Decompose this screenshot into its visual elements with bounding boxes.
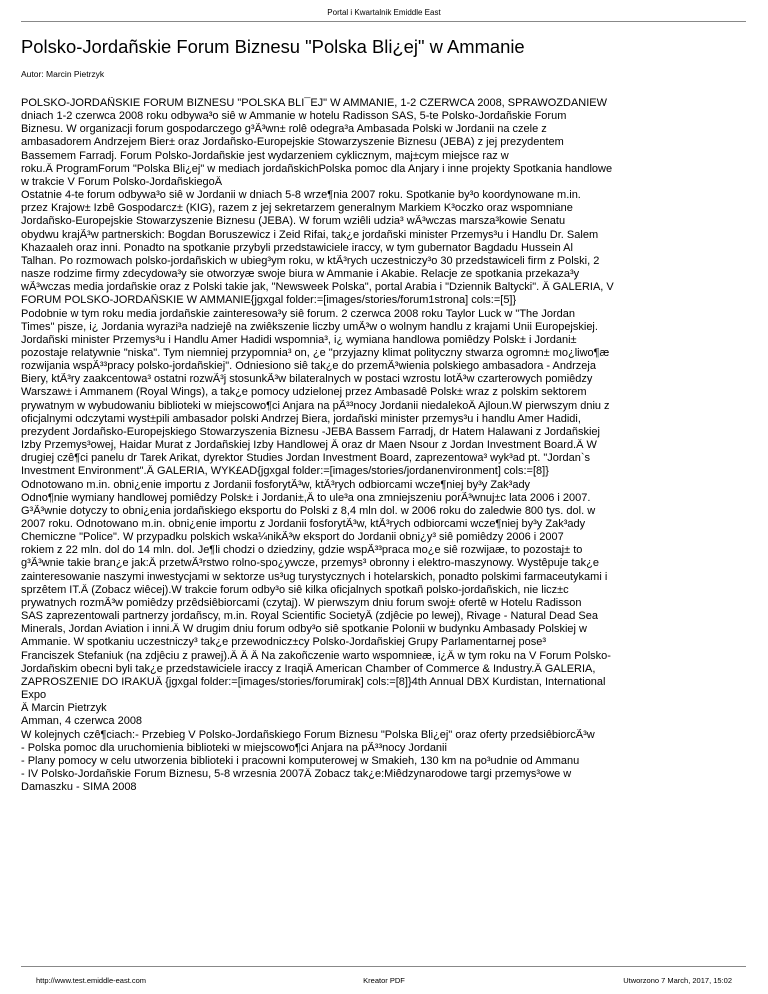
article-text-line: Bassemem Farradj. Forum Polsko-Jordañskie jest wydarzeniem cyklicznym, maj±cym miejsce raz w [21, 149, 509, 162]
article-text-line: Damaszku - SIMA 2008 [21, 781, 137, 794]
article-text-line: Ostatnie 4-te forum odbywa³o siê w Jordanii w dniach 5-8 wrze¶nia 2007 roku. Spotkanie by³o koordynowane m.in. [21, 189, 581, 202]
article-text-line: - IV Polsko-Jordañskie Forum Biznesu, 5-8 wrzesnia 2007Â Zobacz tak¿e:Miêdzynarodowe targi przemys³owe w [21, 767, 572, 780]
article-text-line: Jordañsko-Europejskie Stowarzyszenie Biznesu (JEBA). W forum wziêli udzia³ wÃ³wczas marsza³kowie Senatu [21, 215, 566, 228]
article-text-line: Khazaaleh oraz inni. Ponadto na spotkanie przybyli przedstawiciele iraccy, w tym gubernator Bagdadu Hussein Al [21, 241, 573, 254]
article-text-line: W kolejnych czê¶ciach:- Przebieg V Polsko-Jordañskiego Forum Biznesu "Polska Bli¿ej" oraz oferty przedsiêbiorcÃ³w [21, 728, 595, 741]
article-text-line: nasze rodzime firmy zdecydowa³y sie otworzyæ swoje biura w Ammanie i Akabie. Relacje ze spotkania przekaza³y [21, 268, 580, 281]
article-text-line: Chemiczne "Police". W przypadku polskich wska¼nikÃ³w eksport do Jordanii obni¿y³ siê pomiêdzy 2006 i 2007 [21, 531, 564, 544]
article-text-line: 2007 roku. Odnotowano m.in. obni¿enie importu z Jordanii fosforytÃ³w, ktÃ³rych odbiorcami wcze¶niej by³y Zak³ady [21, 518, 586, 530]
article-text-line: SAS zaprezentowali partnerzy jordañscy, m.in. Royal Scientific SocietyÂ (zdjêcie po lewej), Rivage - Natural Dead Sea [21, 610, 598, 623]
article-text-line: w trakcie V Forum Polsko-JordañskiegoÂ [21, 175, 223, 188]
article-text-line: roku.Â ProgramForum "Polska Bli¿ej" w mediach jordañskichPolska pomoc dla Anjary i inne projekty Spotkania handlowe [21, 162, 613, 175]
article-text-line: Jordañskim obecni byli tak¿e przedstawiciele iraccy z IraqiÂ American Chamber of Commerce & Industry.Â GALERIA, [21, 662, 596, 675]
article-text-line: sprzêtem IT.Â (Zobacz wiêcej).W trakcie forum odby³o siê kilka oficjalnych spotkañ polsko-jordañskich, nie licz±c [21, 583, 569, 596]
article-text-line: Expo [21, 689, 47, 702]
article-text-line: G³Ã³wnie dotyczy to obni¿enia jordañskiego eksportu do Polski z 8,4 mln dol. w 2006 roku do zaledwie 800 tys. dol. w [21, 504, 596, 517]
article-text-line: prywatnym w wybudowaniu biblioteki w miejscowo¶ci Anjara na pÃ³³nocy Jordanii niedalekoÂ Ajloun.W pierwszym dniu z [21, 399, 610, 412]
footer-url: http://www.test.emiddle-east.com [36, 976, 147, 985]
article-title: Polsko-Jordañskie Forum Biznesu "Polska Bli¿ej" w Ammanie [21, 36, 525, 57]
article-text-line: - Plany pomocy w celu utworzenia biblioteki i pracowni komputerowej w Smakieh, 130 km na po³udnie od Ammanu [21, 754, 580, 767]
article-text-line: - Polska pomoc dla uruchomienia biblioteki w miejscowo¶ci Anjara na pÃ³³nocy Jordanii [21, 741, 447, 754]
article-text-line: ambasadorem Andrzejem Bier± oraz Jordañsko-Europejskie Stowarzyszenie Biznesu (JEBA) z jej prezydentem [21, 136, 564, 149]
article-text-line: oficjalnymi odczytami wyst±pili ambasador polski Andrzej Biera, jordañski minister przemys³u i handlu Amer Hadidi, [21, 412, 581, 425]
article-text-line: drugiej czê¶ci panelu dr Tarek Arikat, dyrektor Studies Jordan Investment Board, zaprezentowa³ wyk³ad pt. "Jordan`s [21, 452, 591, 465]
article-text-line: Franciszek Stefaniuk (na zdjêciu z prawej).Â Â Â Na zakoñczenie warto wspomnieæ, i¿Â w tym roku na V Forum Polsko- [21, 649, 611, 662]
footer-divider [21, 966, 746, 967]
footer-created-date: Utworzono 7 March, 2017, 15:02 [623, 976, 732, 985]
article-text-line: Biznesu. W organizacji forum gospodarczego g³Ã³wn± rolê odegra³a Ambasada Polski w Jordanii na czele z [21, 123, 547, 136]
article-text-line: FORUM POLSKO-JORDAÑSKIE W AMMANIE{jgxgal folder:=[images/stories/forum1strona] cols:=[5]} [21, 294, 517, 307]
article-text-line: dniach 1-2 czerwca 2008 roku odbywa³o siê w Ammanie w hotelu Radisson SAS, 5-te Polsko-Jordañskie Forum [21, 110, 567, 123]
article-author: Autor: Marcin Pietrzyk [21, 69, 105, 79]
article-text-line: obydwu krajÃ³w partnerskich: Bogdan Boruszewicz i Zeid Rifai, tak¿e jordañski minister Przemys³u i Handlu Dr. Salem [21, 228, 599, 241]
article-text-line: Â Marcin Pietrzyk [21, 702, 107, 715]
article-text-line: Odnotowano m.in. obni¿enie importu z Jordanii fosforytÃ³w, ktÃ³rych odbiorcami wcze¶niej by³y Zak³ady [21, 478, 531, 491]
article-body [21, 97, 749, 794]
article-text-line: Times" pisze, i¿ Jordania wyrazi³a nadziejê na zwiêkszenie liczby umÃ³w o wolnym handlu z krajami Unii Europejskiej. [21, 320, 598, 333]
article-text-line: prezydent Jordañsko-Europejskiego Stowarzyszenia Biznesu -JEBA Bassem Farradj, dr Hatem Halawani z Jordañskiej [21, 425, 600, 438]
article-text-line: g³Ã³wnie takie bran¿e jak:Â przetwÃ³rstwo rolno-spo¿ywcze, przemys³ obronny i elektro-maszynowy. Wystêpuje tak¿e [21, 557, 600, 570]
article-text-line: prywatnych rozmÃ³w pomiêdzy przêdsiêbiorcami (czytaj). W pierwszym dniu forum swoj± ofertê w Hotelu Radisson [21, 596, 582, 609]
article-text-line: wÃ³wczas media jordañskie oraz z Polski takie jak, "Newsweek Polska", portal Arabia i "Dziennik Baltycki". Â GALERIA, V [21, 281, 614, 294]
article-text-line: Talhan. Po rozmowach polsko-jordañskich w ubieg³ym roku, w ktÃ³rych uczestniczy³o 30 przedstawiceli firm z Polski, 2 [21, 254, 600, 267]
article-text-line: Podobnie w tym roku media jordañskie zainteresowa³y siê forum. 2 czerwca 2008 roku Taylor Luck w "The Jordan [21, 307, 575, 320]
article-text-line: Investment Environment".Â GALERIA, WYK£AD{jgxgal folder:=[images/stories/jordanenvironment] cols:=[8]} [21, 465, 549, 478]
article-text-line: Ammanie. W spotkaniu uczestniczy³ tak¿e przewodnicz±cy Polsko-Jordañskiej Grupy Parlamentarnej pose³ [21, 636, 547, 649]
article-text-line: rozwijania wspÃ³³pracy polsko-jordañskiej". Odniesiono siê tak¿e do przemÃ³wienia polskiego ambasadora - Andrzeja [21, 360, 596, 373]
article-text-line: pozostaje relatywnie "niska". Tym niemniej przypomnia³ on, ¿e "przyjazny klimat polityczny stwarza ogromn± mo¿liwo¶æ [21, 346, 610, 359]
article-text-line: Jordañski minister Przemys³u i Handlu Amer Hadidi wspomnia³, i¿ wymiana handlowa pomiêdzy Polsk± i Jordani± [21, 333, 577, 346]
article-text-line: Minerals, Jordan Aviation i inni.Â W drugim dniu forum odby³o siê spotkanie Polonii w budynku Ambasady Polskiej w [21, 623, 587, 636]
article-text-line: Biery, ktÃ³ry zaakcentowa³ ostatni rozwÃ³j stosunkÃ³w bilateralnych w postaci wzrostu lotÃ³w czarterowych pomiêdzy [21, 373, 593, 386]
article-text-line: Odno¶nie wymiany handlowej pomiêdzy Polsk± i Jordani±,Â to ule³a ona zmniejszeniu porÃ³wnuj±c lata 2006 i 2007. [21, 491, 591, 504]
article-text-line: rokiem z 22 mln. dol do 14 mln. dol. Je¶li chodzi o dziedziny, gdzie wspÃ³³praca mo¿e siê rozwijaæ, to pozostaj± to [21, 544, 583, 557]
article-text-line: Amman, 4 czerwca 2008 [21, 715, 143, 728]
article-text-line: POLSKO-JORDAÑSKIE FORUM BIZNESU "POLSKA BLI¯EJ" W AMMANIE, 1-2 CZERWCA 2008, SPRAWOZDANIEW [21, 97, 608, 109]
page-header-site-name: Portal i Kwartalnik Emiddle East [327, 8, 441, 17]
article-text-line: Warszaw± i Ammanem (Royal Wings), a tak¿e pomocy udzielonej przez Ambasadê Polsk± wraz z polskim sektorem [21, 386, 587, 399]
article-text-line: ZAPROSZENIE DO IRAKUÂ {jgxgal folder:=[images/stories/forumirak] cols:=[8]}4th Annual DBX Kurdistan, International [21, 675, 606, 688]
article-text-line: Izby Przemys³owej, Haidar Murat z Jordañskiej Izby Handlowej Â oraz dr Maen Nsour z Jordan Investment Board.Â W [21, 439, 597, 452]
article-text-line: zainteresowanie naszymi inwestycjami w sektorze us³ug turystycznych i hotelarskich, ponadto polskimi farmaceutykami i [21, 570, 608, 583]
header-divider [21, 21, 746, 22]
article-text-line: przez Krajow± Izbê Gospodarcz± (KIG), razem z jej sekretarzem generalnym Markiem K³oczko oraz wspomniane [21, 202, 573, 215]
footer-generator: Kreator PDF [363, 976, 405, 985]
